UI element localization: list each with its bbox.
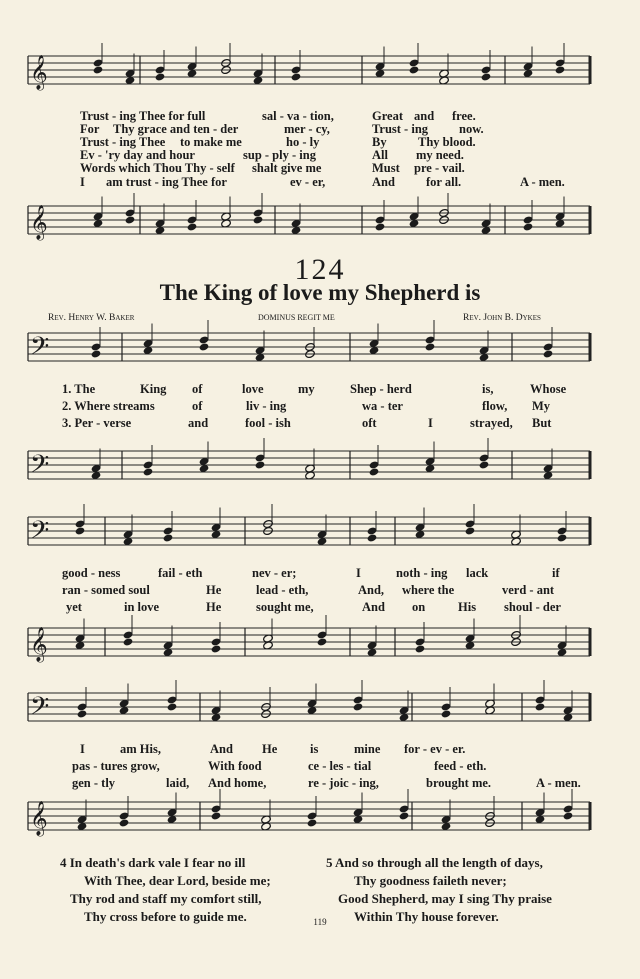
note-head <box>555 65 566 74</box>
clef-icon: 𝄞 <box>30 205 48 240</box>
lyric-word: for - ev - er. <box>404 742 466 756</box>
lyric-word: liv - ing <box>246 399 287 413</box>
note-head <box>123 637 134 646</box>
system-2-lyrics <box>0 565 640 617</box>
lyric-word: Whose <box>530 382 567 396</box>
lyric-word: My <box>532 399 551 413</box>
lyric-word: of <box>192 382 203 396</box>
lyric-word: With food <box>208 759 262 773</box>
note-head <box>211 644 222 653</box>
note-head <box>481 72 492 81</box>
lyric-word: 3. Per - verse <box>62 416 132 430</box>
note-head <box>415 644 426 653</box>
lyric-word: Great <box>372 109 404 123</box>
lyric-word: lead - eth, <box>256 583 309 597</box>
clef-icon: 𝄞 <box>30 801 48 836</box>
lyric-word: laid, <box>166 776 190 790</box>
note-head <box>77 709 88 718</box>
lyric-word: sal - va - tion, <box>262 109 334 123</box>
note-head <box>563 811 574 820</box>
note-head <box>375 222 386 231</box>
system-3-lyrics <box>0 741 640 793</box>
lyric-word: and <box>414 109 435 123</box>
clef-icon: 𝄢 <box>30 516 50 551</box>
lyric-word: verd - ant <box>502 583 555 597</box>
lyric-word: I <box>80 742 85 756</box>
stanza-line: Good Shepherd, may I sing Thy praise <box>338 891 552 906</box>
lyric-word: feed - eth. <box>434 759 487 773</box>
lyric-word: noth - ing <box>396 566 448 580</box>
lyric-word: and <box>188 416 209 430</box>
stanza-line: 5 And so through all the length of days, <box>326 855 543 870</box>
lyric-word: is, <box>482 382 494 396</box>
lyric-word: to make me <box>180 135 242 149</box>
note-head <box>441 709 452 718</box>
stanza-line: Thy cross before to guide me. <box>84 909 247 924</box>
stanza-4 <box>60 854 271 926</box>
lyric-word: am His, <box>120 742 161 756</box>
lyric-word: By <box>372 135 387 149</box>
lyric-word: For <box>80 122 100 136</box>
note-head <box>125 215 136 224</box>
lyric-word: Trust - ing Thee for full <box>80 109 206 123</box>
lyric-word: shalt give me <box>252 161 322 175</box>
lyric-word: ho - ly <box>286 135 320 149</box>
lyric-word: Thy grace and ten - der <box>113 122 239 136</box>
previous-hymn-lyrics <box>0 108 640 198</box>
note-head <box>291 72 302 81</box>
lyric-word: good - ness <box>62 566 121 580</box>
note-head <box>167 702 178 711</box>
note-head <box>523 222 534 231</box>
stanza-line: Thy goodness faileth never; <box>354 873 507 888</box>
lyric-word: His <box>458 600 477 614</box>
note-head <box>155 72 166 81</box>
clef-icon: 𝄢 <box>30 332 50 367</box>
lyric-word: my <box>298 382 315 396</box>
lyric-word: yet <box>66 600 82 614</box>
lyric-word: Thy blood. <box>418 135 476 149</box>
lyric-word: am trust - ing Thee for <box>106 175 227 189</box>
note-head <box>199 342 210 351</box>
note-head <box>399 811 410 820</box>
stanza-line: Thy rod and staff my comfort still, <box>70 891 262 906</box>
lyric-word: And home, <box>208 776 267 790</box>
lyric-word: All <box>372 148 388 162</box>
lyric-word: oft <box>362 416 377 430</box>
composer-credit: Rev. John B. Dykes <box>463 313 541 323</box>
lyric-word: flow, <box>482 399 508 413</box>
lyric-word: of <box>192 399 203 413</box>
lyric-word: Trust - ing <box>372 122 429 136</box>
lyric-word: A - men. <box>536 776 581 790</box>
lyric-word: gen - tly <box>72 776 116 790</box>
lyric-word: He <box>206 583 222 597</box>
note-head <box>557 533 568 542</box>
lyric-word: love <box>242 382 264 396</box>
lyric-word: And <box>372 175 395 189</box>
lyric-word: And, <box>358 583 385 597</box>
lyric-word: ce - les - tial <box>308 759 372 773</box>
note-head <box>317 637 328 646</box>
lyric-word: mine <box>354 742 381 756</box>
lyric-word: And <box>210 742 233 756</box>
lyric-word: if <box>552 566 560 580</box>
note-head <box>353 702 364 711</box>
note-head <box>535 702 546 711</box>
hymn-title: The King of love my Shepherd is <box>159 280 481 305</box>
lyric-word: where the <box>402 583 455 597</box>
note-head <box>479 460 490 469</box>
note-head <box>75 526 86 535</box>
note-head <box>187 222 198 231</box>
note-head <box>91 349 102 358</box>
lyric-word: But <box>532 416 552 430</box>
lyric-word: free. <box>452 109 476 123</box>
lyric-word: I <box>356 566 361 580</box>
lyric-word: mer - cy, <box>284 122 330 136</box>
lyric-word: He <box>262 742 278 756</box>
lyric-word: I <box>80 175 85 189</box>
author-credit: Rev. Henry W. Baker <box>48 313 135 323</box>
lyric-word: strayed, <box>470 416 513 430</box>
lyric-word: now. <box>459 122 484 136</box>
lyric-word: He <box>206 600 222 614</box>
lyric-word: fool - ish <box>245 416 291 430</box>
clef-icon: 𝄢 <box>30 450 50 485</box>
stanza-5 <box>326 854 552 926</box>
system-1-lyrics <box>0 381 640 433</box>
note-head <box>307 818 318 827</box>
clef-icon: 𝄞 <box>30 627 48 662</box>
clef-icon: 𝄞 <box>30 55 48 90</box>
stanza-line: 4 In death's dark vale I fear no ill <box>60 855 246 870</box>
note-head <box>93 65 104 74</box>
lyric-word: brought me. <box>426 776 492 790</box>
lyric-word: sup - ply - ing <box>243 148 316 162</box>
lyric-word: Ev - 'ry day and hour <box>80 148 195 162</box>
lyric-word: fail - eth <box>158 566 203 580</box>
stanza-line: With Thee, dear Lord, beside me; <box>84 873 271 888</box>
lyric-word: 2. Where streams <box>62 399 155 413</box>
lyric-word: pas - tures grow, <box>72 759 160 773</box>
lyric-word: lack <box>466 566 489 580</box>
note-head <box>543 349 554 358</box>
lyric-word: Trust - ing Thee <box>80 135 166 149</box>
lyric-word: my need. <box>416 148 464 162</box>
lyric-word: pre - vail. <box>414 161 465 175</box>
lyric-word: Must <box>372 161 400 175</box>
lyric-word: in love <box>124 600 160 614</box>
note-head <box>409 65 420 74</box>
lyric-word: is <box>310 742 319 756</box>
note-head <box>211 811 222 820</box>
lyric-word: nev - er; <box>252 566 297 580</box>
lyric-word: on <box>412 600 426 614</box>
note-head <box>369 467 380 476</box>
lyric-word: for all. <box>426 175 462 189</box>
hymn-number: 124 <box>294 253 346 286</box>
stanza-line: Within Thy house forever. <box>354 909 499 924</box>
note-head <box>255 460 266 469</box>
clef-icon: 𝄢 <box>30 692 50 727</box>
note-head <box>425 342 436 351</box>
note-head <box>163 533 174 542</box>
lyric-word: I <box>428 416 433 430</box>
lyric-word: shoul - der <box>504 600 561 614</box>
note-head <box>367 533 378 542</box>
lyric-word: ev - er, <box>290 175 326 189</box>
lyric-word: sought me, <box>256 600 314 614</box>
note-head <box>253 215 264 224</box>
lyric-word: Words which Thou Thy - self <box>80 161 235 175</box>
lyric-word: wa - ter <box>362 399 403 413</box>
note-head <box>465 526 476 535</box>
note-head <box>143 467 154 476</box>
lyric-word: Shep - herd <box>350 382 412 396</box>
page-number: 119 <box>313 917 327 927</box>
tune-name: DOMINUS REGIT ME <box>258 313 335 322</box>
lyric-word: King <box>140 382 167 396</box>
lyric-word: A - men. <box>520 175 565 189</box>
lyric-word: ran - somed soul <box>62 583 150 597</box>
note-head <box>119 818 130 827</box>
lyric-word: re - joic - ing, <box>308 776 379 790</box>
lyric-word: 1. The <box>62 382 96 396</box>
lyric-word: And <box>362 600 385 614</box>
